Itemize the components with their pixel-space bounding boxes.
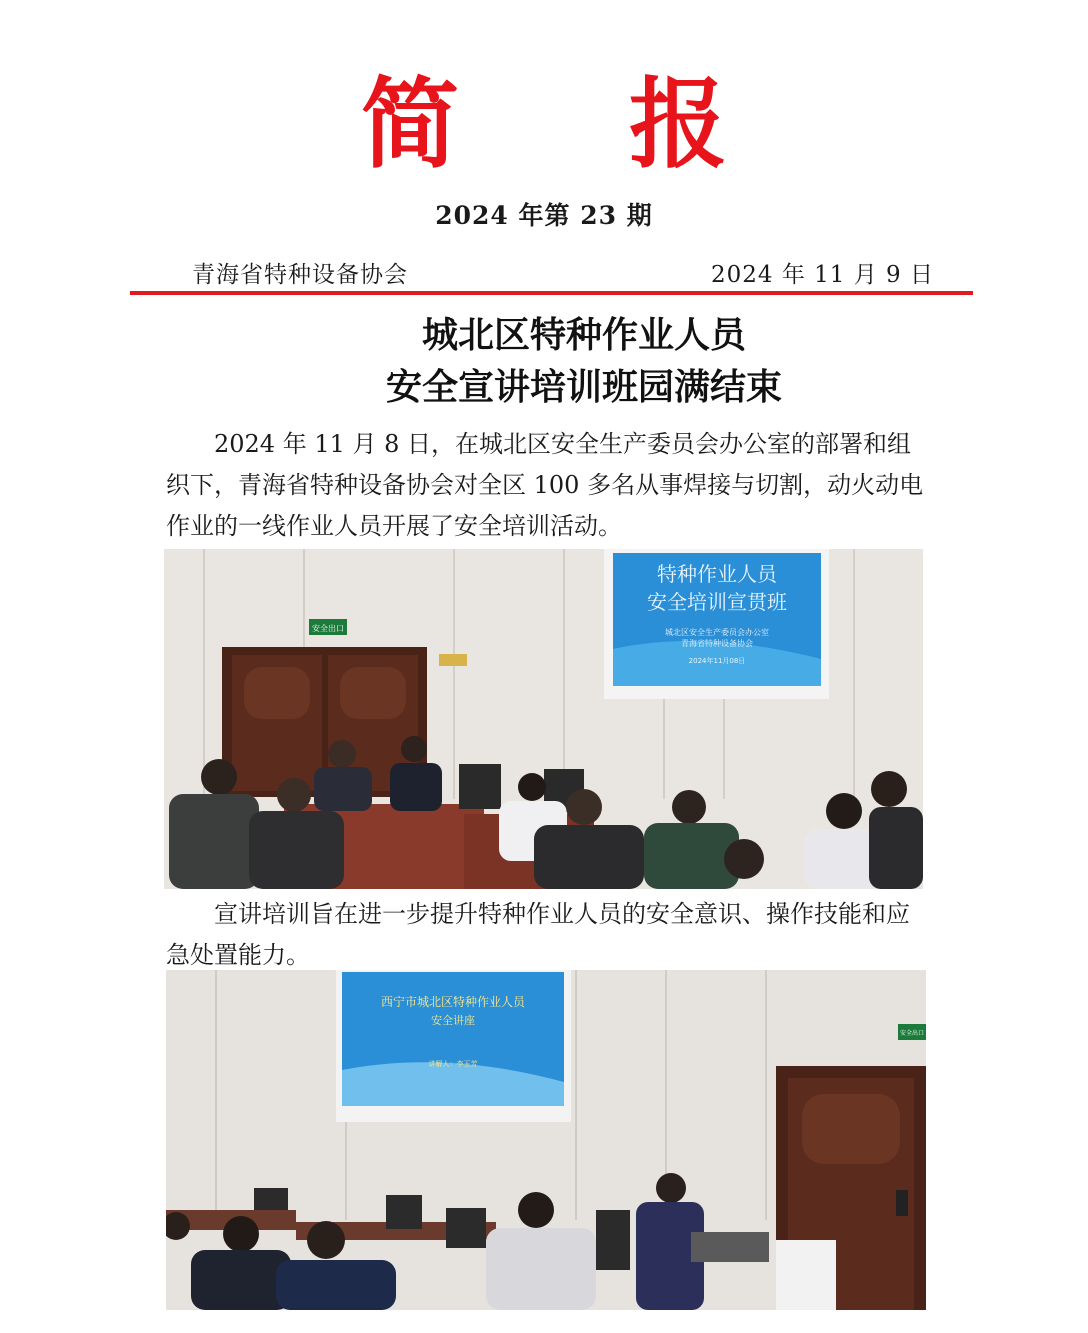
article-headline [0, 310, 1088, 414]
slide-title-2: 安全培训宣贯班 [647, 590, 787, 614]
masthead-char-jian: 简 [360, 68, 459, 182]
issue-number: 2024 年第 23 期 [435, 201, 653, 230]
red-divider [130, 291, 973, 295]
headline-line-1: 城北区特种作业人员 [421, 315, 746, 356]
exit-sign-text: 安全出口 [312, 624, 344, 633]
masthead-char-bao: 报 [629, 68, 728, 182]
masthead [0, 70, 1088, 180]
slide-org-2: 青海省特种设备协会 [681, 639, 753, 648]
slide2-speaker: 讲解人：李玉芳 [428, 1060, 478, 1068]
headline-line-2: 安全宣讲培训班园满结束 [385, 367, 782, 408]
exit-sign-text-2: 安全出口 [899, 1030, 925, 1037]
paragraph-purpose: 宣讲培训旨在进一步提升特种作业人员的安全意识、操作技能和应急处置能力。 [166, 900, 910, 969]
paragraph-intro: 2024 年 11 月 8 日，在城北区安全生产委员会办公室的部署和组织下，青海省特种设备协会对全区 100 多名从事焊接与切割，动火动电作业的一线作业人员开展了安全培训活动。 [166, 430, 924, 540]
publisher-organization: 青海省特种设备协会 [192, 262, 408, 288]
publish-date: 2024 年 11 月 9 日 [711, 262, 934, 288]
slide2-title-2: 安全讲座 [431, 1014, 475, 1027]
slide2-title-1: 西宁市城北区特种作业人员 [380, 995, 526, 1009]
slide-org-1: 城北区安全生产委员会办公室 [665, 628, 769, 637]
training-photo-1 [164, 549, 923, 889]
slide-date: 2024年11月08日 [688, 657, 746, 665]
slide-title-1: 特种作业人员 [657, 562, 777, 586]
training-photo-2 [166, 970, 926, 1310]
